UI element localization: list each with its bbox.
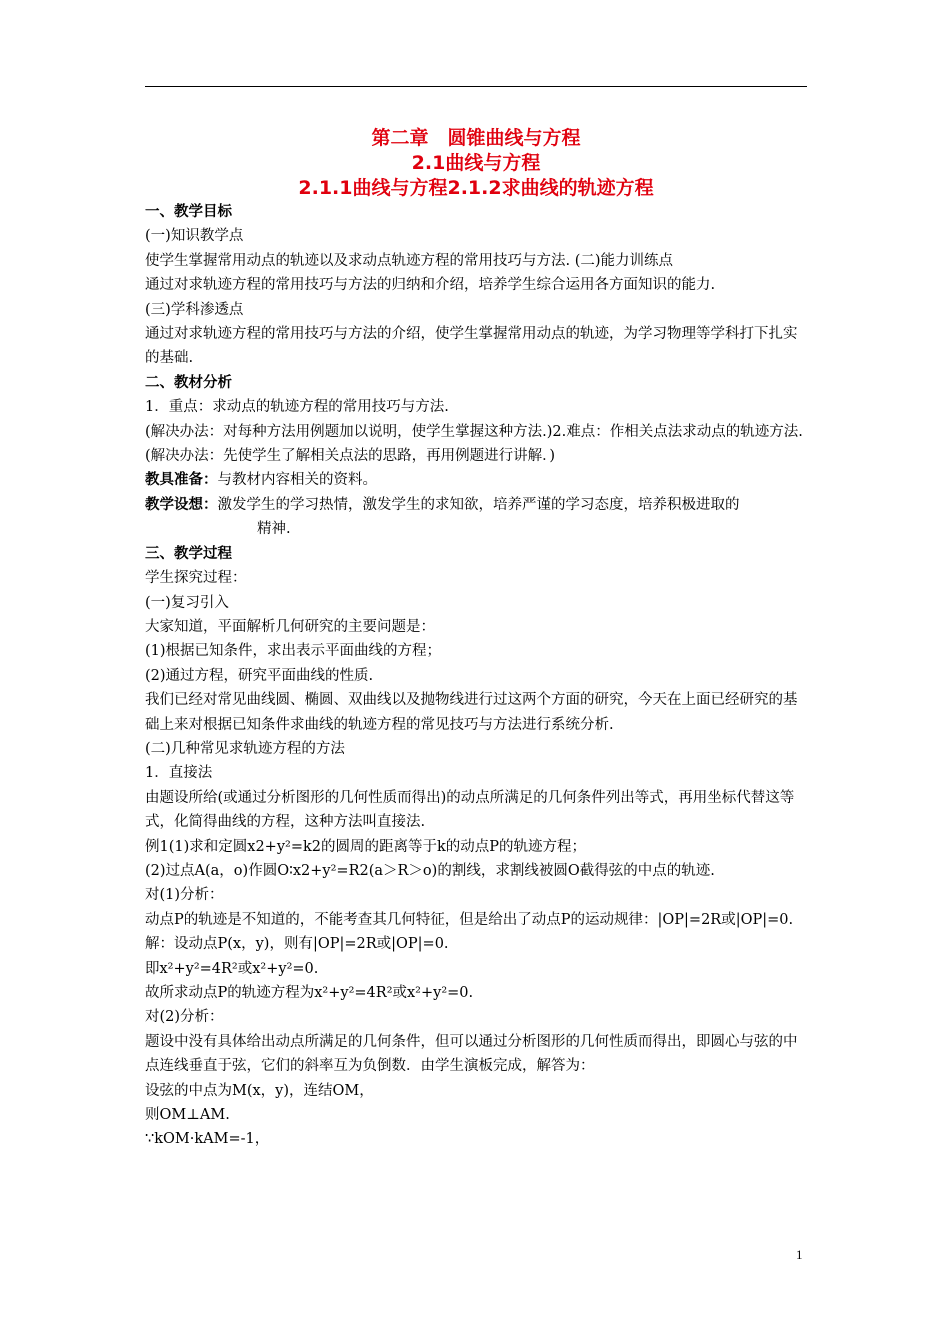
- paragraph: 设弦的中点为M(x，y)，连结OM，: [145, 1082, 374, 1099]
- teaching-tools-label: 教具准备：: [145, 472, 218, 489]
- paragraph: 例1(1)求和定圆x2+y²=k2的圆周的距离等于k的动点P的轨迹方程；: [145, 838, 587, 855]
- heading-objectives: 一、教学目标: [145, 204, 232, 220]
- paragraph: (1)根据已知条件，求出表示平面曲线的方程；: [145, 643, 442, 660]
- paragraph: (解决办法：对每种方法用例题加以说明，使学生掌握这种方法.)2.难点：作相关点法求动点的轨迹方法.: [145, 423, 803, 440]
- paragraph: (解决办法：先使学生了解相关点法的思路，再用例题进行讲解．): [145, 448, 556, 465]
- paragraph: (2)过点A(a，o)作圆O∶x2+y²=R2(a＞R＞o)的割线，求割线被圆O截得弦的中点的轨迹.: [145, 862, 715, 879]
- paragraph: 题设中没有具体给出动点所满足的几何条件，但可以通过分析图形的几何性质而得出，即圆心与弦的中点连线垂直于弦，它们的斜率互为负倒数．由学生演板完成，解答为：: [145, 1033, 798, 1075]
- paragraph: 解：设动点P(x，y)，则有|OP|=2R或|OP|=0.: [145, 936, 449, 953]
- heading-analysis: 二、教材分析: [145, 374, 232, 391]
- teaching-idea-continued: 精神.: [257, 521, 291, 538]
- paragraph: 由题设所给(或通过分析图形的几何性质而得出)的动点所满足的几何条件列出等式，再用坐标代替这等式，化简得曲线的方程，这种方法叫直接法.: [145, 789, 795, 831]
- subsection-title: 2.1.1曲线与方程2.1.2求曲线的轨迹方程: [298, 177, 654, 199]
- document-body: [145, 200, 807, 1152]
- teaching-tools-text: 与教材内容相关的资料。: [217, 472, 377, 489]
- paragraph: 即x²+y²=4R²或x²+y²=0.: [145, 960, 319, 977]
- paragraph: 大家知道，平面解析几何研究的主要问题是：: [145, 618, 435, 635]
- paragraph: 我们已经对常见曲线圆、椭圆、双曲线以及抛物线进行过这两个方面的研究，今天在上面已经研究的基础上来对根据已知条件求曲线的轨迹方程的常见技巧与方法进行系统分析.: [145, 692, 798, 733]
- teaching-idea-label: 教学设想：: [145, 496, 218, 513]
- paragraph: (一)知识教学点: [145, 228, 244, 245]
- paragraph: 对(1)分析：: [145, 887, 224, 904]
- teaching-idea: [145, 493, 807, 517]
- paragraph: (一)复习引入: [145, 594, 229, 611]
- paragraph: 则OM⊥AM.: [145, 1107, 230, 1124]
- page-number: 1: [796, 1247, 803, 1262]
- paragraph: 通过对求轨迹方程的常用技巧与方法的归纳和介绍，培养学生综合运用各方面知识的能力.: [145, 277, 716, 294]
- paragraph: 使学生掌握常用动点的轨迹以及求动点轨迹方程的常用技巧与方法. (二)能力训练点: [145, 252, 674, 269]
- teaching-tools: [145, 468, 807, 492]
- paragraph: 对(2)分析：: [145, 1009, 224, 1026]
- header-rule: [145, 86, 807, 87]
- paragraph: (三)学科渗透点: [145, 301, 244, 318]
- paragraph: 1．直接法: [145, 765, 213, 782]
- chapter-title: 第二章 圆锥曲线与方程: [371, 127, 581, 149]
- paragraph: ∵kOM·kAM=-1，: [145, 1131, 270, 1148]
- paragraph: 通过对求轨迹方程的常用技巧与方法的介绍，使学生掌握常用动点的轨迹，为学习物理等学科打下扎实的基础.: [145, 326, 798, 367]
- paragraph: (2)通过方程，研究平面曲线的性质.: [145, 667, 374, 684]
- section-title: 2.1曲线与方程: [411, 152, 541, 174]
- heading-process: 三、教学过程: [145, 545, 232, 562]
- paragraph: 学生探究过程：: [145, 570, 247, 587]
- paragraph: 故所求动点P的轨迹方程为x²+y²=4R²或x²+y²=0.: [145, 985, 474, 1001]
- title-block: [145, 126, 807, 201]
- paragraph: 1．重点：求动点的轨迹方程的常用技巧与方法.: [145, 399, 449, 416]
- teaching-idea-text: 激发学生的学习热情，激发学生的求知欲，培养严谨的学习态度，培养积极进取的: [217, 496, 740, 513]
- paragraph: 动点P的轨迹是不知道的，不能考查其几何特征，但是给出了动点P的运动规律：|OP|=2R或|OP|=0.: [145, 911, 794, 928]
- paragraph: (二)几种常见求轨迹方程的方法: [145, 740, 345, 757]
